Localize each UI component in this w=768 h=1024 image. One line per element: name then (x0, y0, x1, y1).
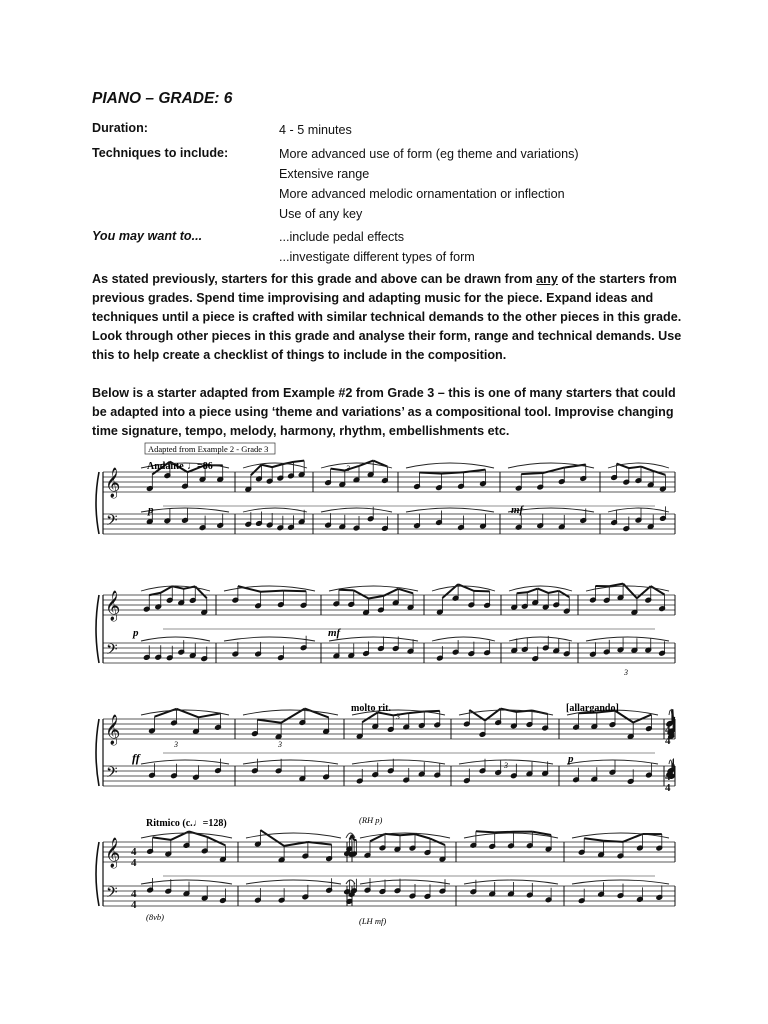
time-signature-top: 4 (131, 888, 137, 900)
slur (329, 637, 418, 641)
beam (476, 831, 495, 832)
beam (294, 461, 305, 462)
technique-item: Extensive range (279, 167, 370, 181)
paragraph-intro-part: of the starters from previous grades. Spend time improvising and adapting music for the piece. Expand ideas and techniques until a piece is crafted with similar technical demands to the other pieces in this grade. Look through other pieces in this grade and analyse their form, range and technical demands. Use this to help create a checklist of things to include in the composition. (92, 272, 682, 362)
beam (548, 591, 559, 593)
beam (495, 832, 514, 833)
beam (458, 584, 474, 591)
caption-text: Adapted from Example 2 - Grade 3 (148, 444, 269, 454)
slur (141, 880, 232, 884)
paragraph-starter: Below is a starter adapted from Example #2 from Grade 3 – this is one of many starters that could be adapted into a piece using ‘theme and variations’ as a compositional tool. Improvise changing time signature, tempo, melody, harmony, rhythm, embellishments etc. (92, 386, 676, 438)
brace (96, 595, 99, 663)
dynamic-mf: mf (328, 627, 341, 639)
beam (653, 471, 665, 475)
beam (161, 586, 173, 593)
dynamic-p: p (133, 627, 139, 639)
tempo-andante: Andante (147, 461, 184, 472)
slur (567, 760, 658, 764)
time-signature-bottom: 4 (131, 857, 137, 869)
beam (261, 591, 284, 592)
beam (283, 591, 306, 592)
beam (331, 469, 345, 471)
beam (559, 591, 570, 597)
beam (629, 467, 641, 469)
ottava-marking: (8vb) (146, 912, 164, 922)
slur (406, 508, 494, 512)
technique-item: Use of any key (279, 207, 363, 221)
barlines (96, 472, 675, 906)
triplet-mark: 3 (504, 761, 508, 770)
beam (651, 586, 665, 595)
slur (352, 760, 445, 764)
beam (308, 842, 332, 845)
time-signature-top: 4 (665, 771, 671, 783)
slur (509, 637, 572, 641)
beam (623, 834, 642, 842)
slur (141, 508, 229, 512)
beam (284, 842, 308, 846)
tempo-ritmico: Ritmico (c.♩=128) (146, 818, 227, 829)
beam (354, 590, 369, 598)
beam (604, 841, 623, 842)
allargando-text: [allargando] (566, 703, 619, 714)
slur (459, 710, 553, 715)
beam (673, 719, 674, 723)
slur (406, 463, 494, 468)
time-signature-top: 4 (131, 846, 137, 858)
paragraph-intro-part: As stated previously, starters for this grade and above can be drawn from (92, 272, 537, 286)
dynamic-ff: ff (132, 751, 140, 765)
bass-clef: 𝄢 (106, 884, 118, 905)
slur (224, 637, 315, 641)
triplet-mark: 3 (174, 740, 178, 749)
slur (669, 760, 672, 764)
page-title: PIANO – GRADE: 6 (92, 90, 233, 107)
duration-label: Duration: (92, 121, 148, 135)
slur (243, 710, 338, 715)
beam (538, 589, 549, 593)
slur (572, 880, 669, 884)
slur (464, 880, 558, 884)
dynamic-p: p (568, 753, 574, 765)
time-signature-bottom: 4 (665, 735, 671, 747)
beam (207, 837, 225, 845)
may-want-item: ...investigate different types of form (279, 250, 475, 264)
molto-rit-text: molto rit. (351, 703, 391, 714)
brace (96, 719, 99, 786)
beam (672, 709, 673, 718)
techniques-label: Techniques to include: (92, 146, 229, 160)
treble-clef: 𝄞 (105, 591, 121, 621)
slur (586, 637, 669, 641)
duration-value: 4 - 5 minutes (279, 123, 352, 137)
beam (521, 473, 543, 474)
beam (369, 596, 384, 599)
slur (246, 880, 341, 884)
slur (141, 637, 210, 641)
bass-clef: 𝄢 (106, 641, 118, 662)
may-want-item: ...include pedal effects (279, 230, 405, 244)
lh-dynamic: (LH mf) (359, 916, 387, 926)
bass-clef: 𝄢 (106, 512, 118, 533)
beam (633, 715, 651, 723)
beam (153, 837, 171, 840)
technique-item: More advanced melodic ornamentation or inflection (279, 187, 565, 201)
slur (346, 880, 355, 884)
beam (400, 834, 415, 835)
treble-clef: 𝄞 (105, 838, 121, 868)
slur (508, 463, 594, 468)
dynamic-p: p (148, 504, 154, 516)
time-signature-bottom: 4 (665, 782, 671, 794)
beam (339, 590, 354, 591)
brace (96, 472, 99, 534)
beam (251, 465, 262, 475)
dynamic-mf: mf (511, 504, 524, 516)
time-signature-bottom: 4 (131, 899, 137, 911)
beam (517, 592, 528, 593)
brace (96, 842, 99, 906)
rh-dynamic: (RH p) (359, 815, 383, 825)
beam (409, 712, 425, 714)
triplet-mark: 3 (346, 464, 350, 473)
beam (641, 467, 653, 471)
beam (637, 586, 651, 598)
slur (321, 508, 392, 512)
clefs (105, 467, 120, 905)
slur (608, 508, 669, 512)
notes (143, 461, 675, 905)
bass-clef: 𝄢 (106, 764, 118, 785)
beam (442, 472, 464, 473)
slur (243, 508, 307, 512)
beam (262, 465, 273, 467)
technique-item: More advanced use of form (eg theme and variations) (279, 147, 579, 161)
treble-clef: 𝄞 (105, 715, 121, 745)
beam (260, 830, 284, 846)
treble-clef: 𝄞 (105, 468, 121, 498)
may-want-label: You may want to... (92, 229, 203, 243)
beam (672, 709, 673, 710)
triplet-mark: 3 (624, 668, 628, 677)
beam (257, 720, 281, 723)
beam (584, 838, 603, 840)
triplet-mark: 3 (396, 712, 400, 721)
slur (360, 880, 450, 884)
beam (415, 834, 430, 838)
triplet-mark: 3 (278, 740, 282, 749)
beam (420, 472, 442, 473)
slur (432, 637, 495, 641)
tempo-andante-bpm: ♩=86 (187, 461, 213, 472)
beam (199, 713, 221, 717)
beam (272, 464, 283, 467)
beam (527, 589, 538, 593)
paragraph-intro-emphasis: any (536, 272, 558, 286)
time-signature-top: 4 (665, 724, 671, 736)
